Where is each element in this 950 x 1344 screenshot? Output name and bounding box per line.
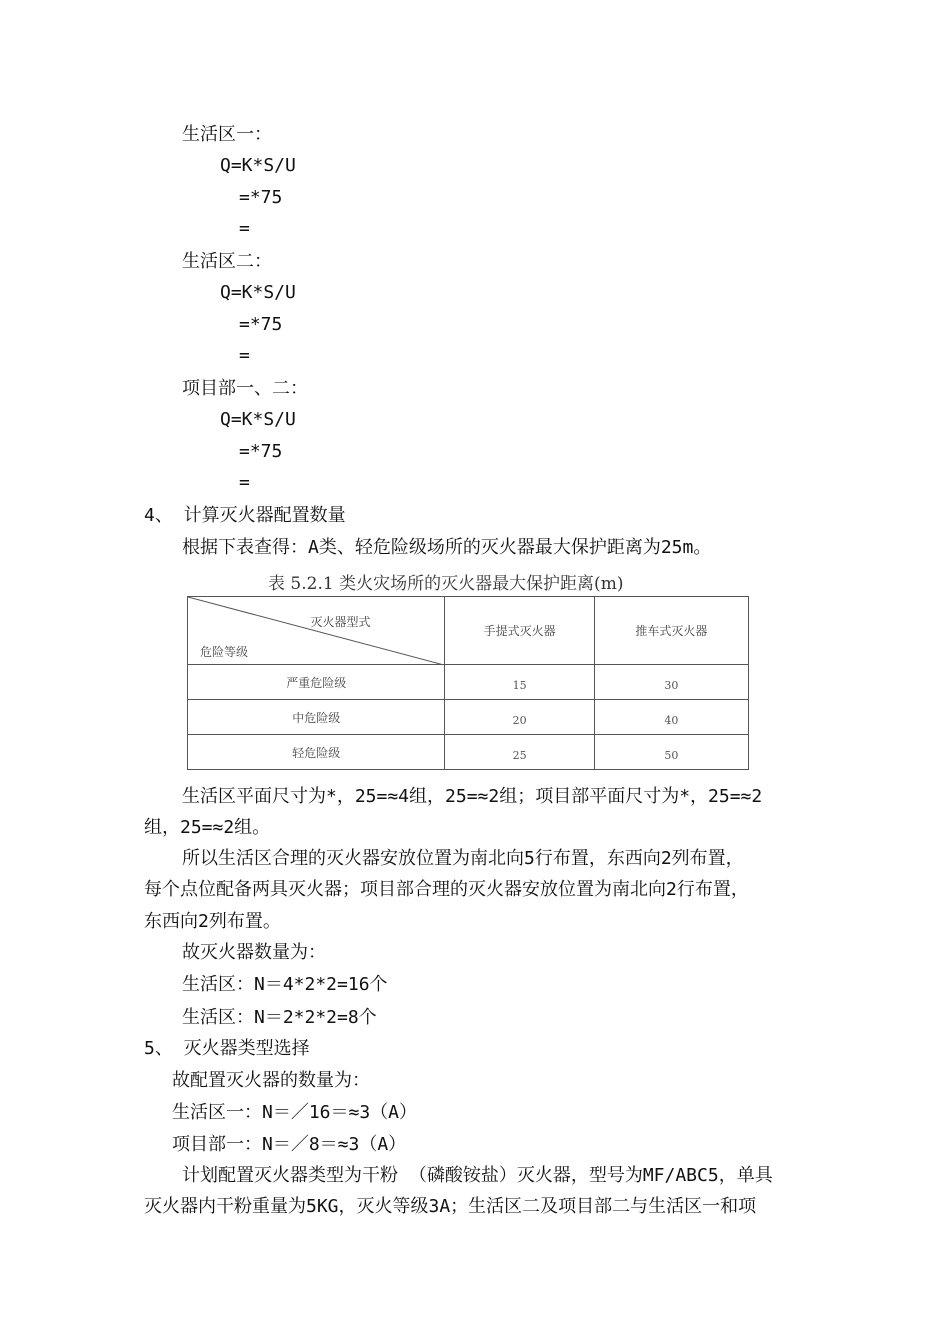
table-row <box>188 700 749 735</box>
hazard-level-cell: 轻危险级 <box>188 735 445 770</box>
table-caption: 表 5.2.1 类火灾场所的灭火器最大保护距离(m) <box>268 574 624 594</box>
cart-distance-cell: 40 <box>594 700 748 735</box>
handheld-distance-cell: 25 <box>445 735 594 770</box>
formula-line: = <box>239 218 250 239</box>
handheld-distance-cell: 20 <box>445 700 594 735</box>
paragraph-line: 项目部一：N＝／8＝≈3（A） <box>172 1134 407 1155</box>
cart-distance-cell: 50 <box>594 735 748 770</box>
formula-line: = <box>239 472 250 493</box>
corner-header-cell <box>188 597 445 665</box>
section-heading: 4、 计算灭火器配置数量 <box>144 505 346 526</box>
formula-line: =*75 <box>239 187 283 208</box>
formula-line: =*75 <box>239 441 283 462</box>
section-heading: 5、 灭火器类型选择 <box>144 1038 310 1059</box>
paragraph-line: 故配置灭火器的数量为： <box>172 1070 370 1091</box>
table-header-row <box>188 597 749 665</box>
formula-line: = <box>239 345 250 366</box>
column-header-handheld: 手提式灭火器 <box>445 597 594 665</box>
corner-top-label: 灭火器型式 <box>310 615 371 629</box>
paragraph-line: 每个点位配备两具灭火器；项目部合理的灭火器安放位置为南北向2行布置， <box>144 879 749 900</box>
paragraph-line: 所以生活区合理的灭火器安放位置为南北向5行布置，东西向2列布置， <box>182 848 744 869</box>
paragraph-line: 东西向2列布置。 <box>144 911 281 932</box>
formula-line: =*75 <box>239 314 283 335</box>
paragraph-line: 灭火器内干粉重量为5KG，灭火等级3A；生活区二及项目部二与生活区一和项 <box>144 1196 757 1217</box>
corner-bottom-label: 危险等级 <box>200 645 249 659</box>
hazard-level-cell: 严重危险级 <box>188 665 445 700</box>
paragraph-line: 计划配置灭火器类型为干粉 （磷酸铵盐）灭火器，型号为MF/ABC5，单具 <box>182 1165 773 1186</box>
handheld-distance-cell: 15 <box>445 665 594 700</box>
label-living-area-2: 生活区二： <box>182 251 272 272</box>
paragraph-line: 生活区：N＝2*2*2=8个 <box>182 1007 377 1028</box>
protection-distance-table <box>187 596 749 770</box>
formula-line: Q=K*S/U <box>220 282 296 303</box>
label-living-area-1: 生活区一： <box>182 124 272 145</box>
paragraph-line: 根据下表查得：A类、轻危险级场所的灭火器最大保护距离为25m。 <box>182 537 712 558</box>
paragraph-line: 生活区：N＝4*2*2=16个 <box>182 974 388 995</box>
cart-distance-cell: 30 <box>594 665 748 700</box>
hazard-level-cell: 中危险级 <box>188 700 445 735</box>
table-row <box>188 735 749 770</box>
paragraph-line: 故灭火器数量为： <box>182 942 326 963</box>
table-row <box>188 665 749 700</box>
paragraph-line: 生活区一：N＝／16＝≈3（A） <box>172 1102 418 1123</box>
formula-line: Q=K*S/U <box>220 409 296 430</box>
column-header-cart: 推车式灭火器 <box>594 597 748 665</box>
paragraph-line: 生活区平面尺寸为*，25=≈4组，25=≈2组；项目部平面尺寸为*，25=≈2 <box>182 786 763 807</box>
label-project-dept: 项目部一、二： <box>182 378 308 399</box>
paragraph-line: 组，25=≈2组。 <box>144 817 271 838</box>
formula-line: Q=K*S/U <box>220 155 296 176</box>
